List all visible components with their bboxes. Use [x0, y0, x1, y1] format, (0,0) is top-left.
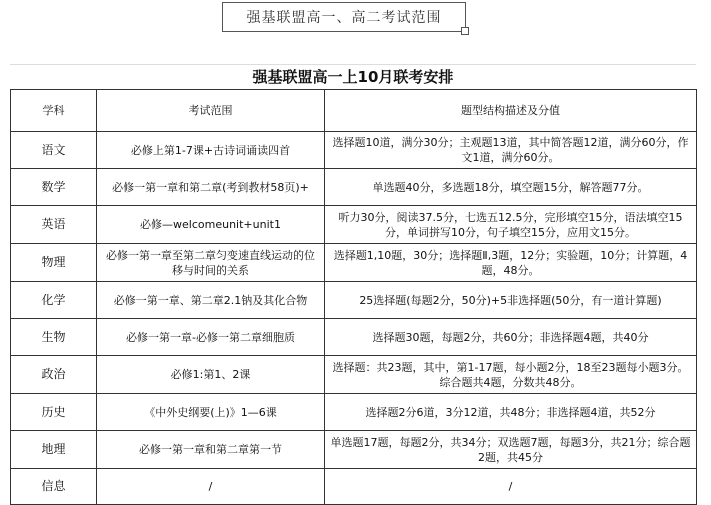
structure-cell: 选择题30题，每题2分，共60分；非选择题4题，共40分	[325, 319, 697, 356]
structure-cell: 听力30分，阅读37.5分，七选五12.5分，完形填空15分，语法填空15分，单词拼写10分，句子填空15分，应用文15分。	[325, 206, 697, 244]
subject-cell: 物理	[11, 244, 97, 282]
table-row	[11, 282, 697, 319]
subject-cell: 英语	[11, 206, 97, 244]
range-cell: 必修一第一章、第二章2.1钠及其化合物	[97, 282, 325, 319]
structure-cell: 单选题40分，多选题18分，填空题15分，解答题77分。	[325, 169, 697, 206]
subject-cell: 化学	[11, 282, 97, 319]
table-row	[11, 356, 697, 394]
table-row	[11, 319, 697, 356]
subject-cell: 地理	[11, 431, 97, 469]
exam-schedule-table	[10, 89, 697, 505]
structure-cell: 选择题10道，满分30分；主观题13道，其中简答题12道，满分60分，作文1道，满分60分。	[325, 132, 697, 169]
structure-cell: 选择题1,10题，30分；选择题Ⅱ,3题，12分；实验题，10分；计算题，4题，48分。	[325, 244, 697, 282]
subject-cell: 信息	[11, 469, 97, 505]
table-row	[11, 132, 697, 169]
range-cell: 必修上第1-7课+古诗词诵读四首	[97, 132, 325, 169]
table-row	[11, 431, 697, 469]
table-row	[11, 469, 697, 505]
structure-cell: 25选择题(每题2分，50分)+5非选择题(50分，有一道计算题)	[325, 282, 697, 319]
subject-cell: 政治	[11, 356, 97, 394]
table-title: 强基联盟高一上10月联考安排	[252, 68, 454, 86]
subject-cell: 生物	[11, 319, 97, 356]
range-cell: 《中外史纲要(上)》1—6课	[97, 394, 325, 431]
table-row	[11, 394, 697, 431]
column-header-range: 考试范围	[97, 90, 325, 132]
structure-cell: 选择题：共23题，其中，第1-17题，每小题2分，18至23题每小题3分。综合题共4题，分数共48分。	[325, 356, 697, 394]
resize-handle-icon[interactable]	[461, 27, 469, 35]
column-header-subject: 学科	[11, 90, 97, 132]
table-row	[11, 206, 697, 244]
structure-cell: 单选题17题，每题2分，共34分；双选题7题，每题3分，共21分；综合题2题，共45分	[325, 431, 697, 469]
structure-cell: /	[325, 469, 697, 505]
range-cell: 必修一第一章至第二章匀变速直线运动的位移与时间的关系	[97, 244, 325, 282]
subject-cell: 语文	[11, 132, 97, 169]
table-row	[11, 244, 697, 282]
table-row	[11, 169, 697, 206]
range-cell: 必修一第一章和第二章(考到教材58页)+	[97, 169, 325, 206]
page-heading: 强基联盟高一、高二考试范围	[246, 10, 442, 26]
subject-cell: 数学	[11, 169, 97, 206]
table-header-row	[11, 90, 697, 132]
structure-cell: 选择题2分6道，3分12道，共48分；非选择题4道，共52分	[325, 394, 697, 431]
range-cell: 必修1:第1、2课	[97, 356, 325, 394]
exam-schedule-sheet	[10, 64, 696, 492]
page-heading-box[interactable]	[222, 2, 466, 32]
range-cell: /	[97, 469, 325, 505]
range-cell: 必修一第一章和第二章第一节	[97, 431, 325, 469]
range-cell: 必修一第一章-必修一第二章细胞质	[97, 319, 325, 356]
subject-cell: 历史	[11, 394, 97, 431]
column-header-structure: 题型结构描述及分值	[325, 90, 697, 132]
range-cell: 必修—welcomeunit+unit1	[97, 206, 325, 244]
